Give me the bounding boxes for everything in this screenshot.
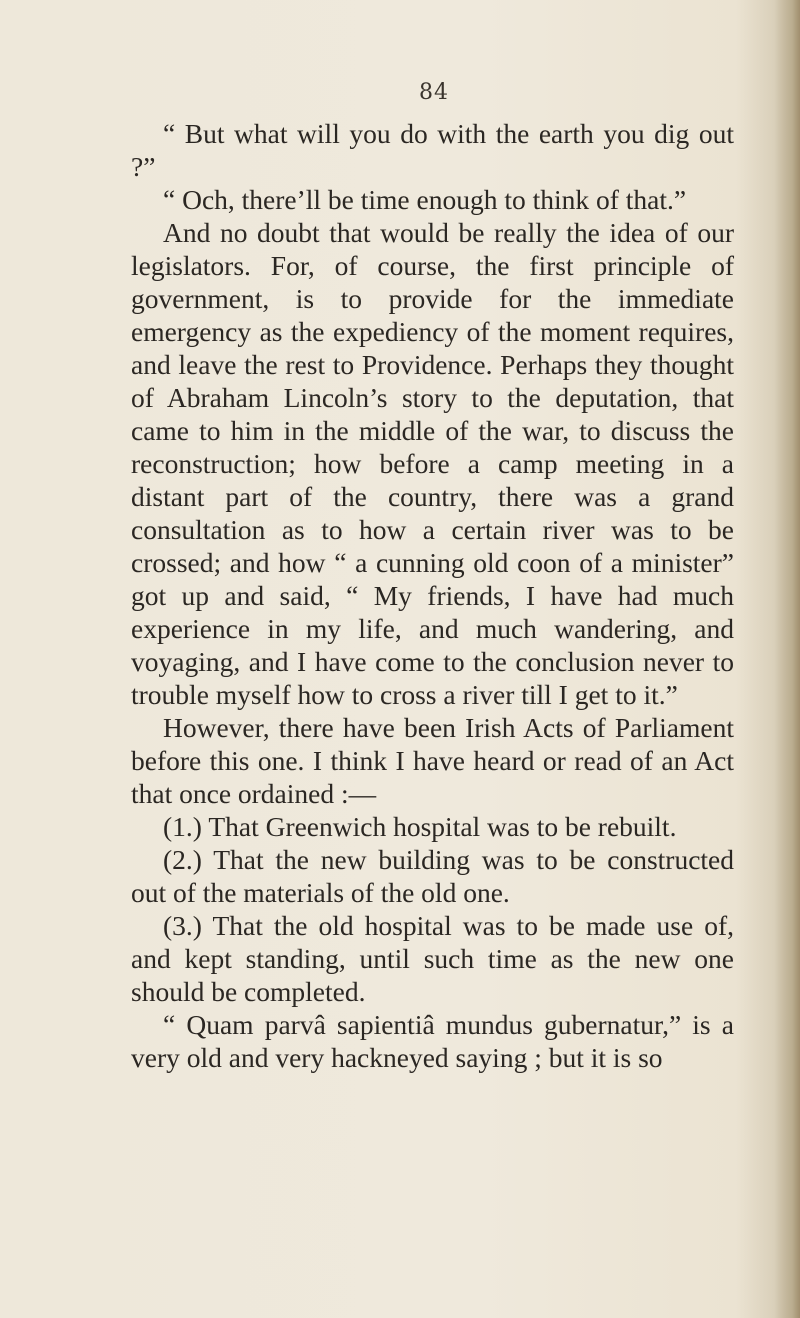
- paragraph: “ Och, there’ll be time enough to think of that.”: [163, 184, 687, 215]
- body-text: [131, 117, 734, 1074]
- paragraph: And no doubt that would be really the idea of our legislators. For, of course, the first principle of government, is to provide for the immediate emergency as the expediency of the moment requires, and leave the rest to Providence. Perhaps they thought of Abraham Lincoln’s story to the deputation, that came to him in the middle of the war, to discuss the reconstruction; how before a camp meeting in a distant part of the country, there was a grand consultation as to how a certain river was to be crossed; and how “ a cunning old coon of a minister” got up and said, “ My friends, I have had much experience in my life, and much wandering, and voyaging, and I have come to the conclusion never to trouble myself how to cross a river till I get to it.”: [131, 217, 734, 710]
- page-number: 84: [419, 80, 449, 105]
- paragraph: However, there have been Irish Acts of Parliament before this one. I think I have heard or read of an Act that once ordained :—: [131, 712, 734, 809]
- paragraph: (2.) That the new building was to be constructed out of the materials of the old one.: [131, 844, 734, 908]
- page-edge-shadow: [774, 0, 800, 1318]
- paragraph: (3.) That the old hospital was to be made use of, and kept standing, until such time as the new one should be completed.: [131, 910, 734, 1007]
- paragraph: “ Quam parvâ sapientiâ mundus gubernatur,” is a very old and very hackneyed saying ; but it is so: [131, 1009, 734, 1073]
- paragraph: “ But what will you do with the earth you dig out ?”: [131, 118, 734, 182]
- paragraph: (1.) That Greenwich hospital was to be rebuilt.: [163, 811, 677, 842]
